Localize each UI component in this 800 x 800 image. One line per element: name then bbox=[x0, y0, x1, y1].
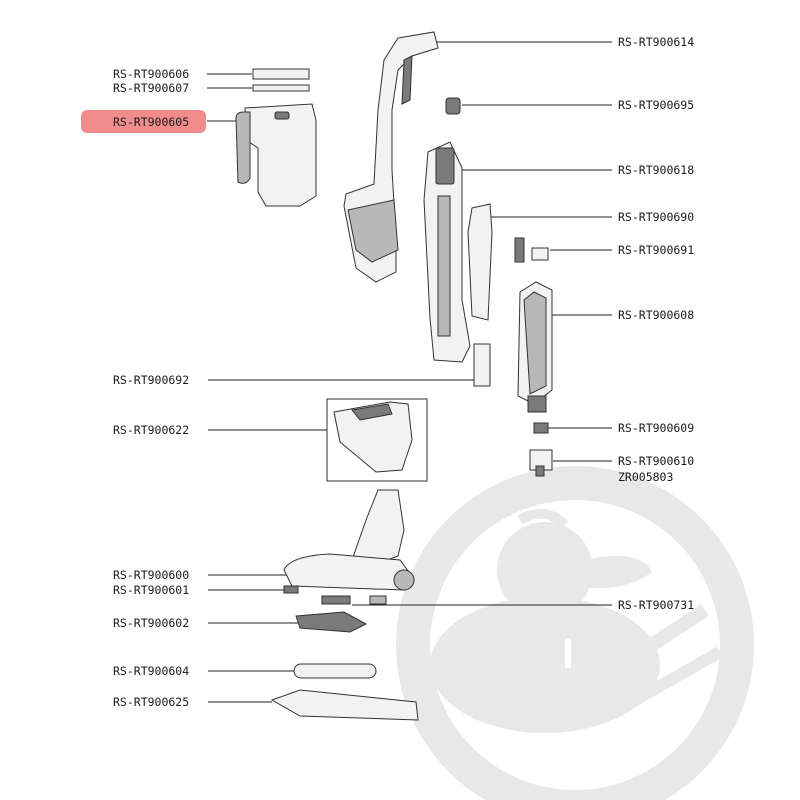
label-rt900602: RS-RT900602 bbox=[113, 616, 190, 630]
part-roller-bar bbox=[294, 664, 376, 678]
label-rt900609: RS-RT900609 bbox=[618, 421, 695, 435]
label-rt900625: RS-RT900625 bbox=[113, 695, 190, 709]
label-rt900605: RS-RT900605 bbox=[113, 115, 190, 129]
part-filter-strips bbox=[253, 69, 309, 91]
label-rt900601: RS-RT900601 bbox=[113, 583, 190, 597]
label-rt900610: RS-RT900610 bbox=[618, 454, 695, 468]
label-rt900622: RS-RT900622 bbox=[113, 423, 190, 437]
label-rt900691: RS-RT900691 bbox=[618, 243, 695, 257]
part-battery-pack bbox=[518, 282, 552, 412]
label-rt900731: RS-RT900731 bbox=[618, 598, 695, 612]
label-rt900618: RS-RT900618 bbox=[618, 163, 695, 177]
part-handle-body bbox=[344, 32, 438, 282]
label-rt900604: RS-RT900604 bbox=[113, 664, 190, 678]
label-rt900692: RS-RT900692 bbox=[113, 373, 190, 387]
label-rt900614: RS-RT900614 bbox=[618, 35, 695, 49]
part-spring bbox=[515, 238, 548, 262]
label-rt900608: RS-RT900608 bbox=[618, 308, 695, 322]
part-floor-head bbox=[284, 490, 414, 604]
part-brush-bar bbox=[296, 612, 366, 632]
part-side-tube bbox=[468, 204, 492, 320]
part-main-tube bbox=[424, 142, 470, 362]
part-dust-container bbox=[236, 104, 316, 206]
part-inset-box bbox=[327, 399, 427, 481]
label-rt900690: RS-RT900690 bbox=[618, 210, 695, 224]
part-flat-plate bbox=[272, 690, 418, 720]
part-connector-tube bbox=[474, 344, 490, 386]
label-zr005803: ZR005803 bbox=[618, 470, 674, 484]
label-rt900607: RS-RT900607 bbox=[113, 81, 190, 95]
duck-logo-icon bbox=[413, 483, 737, 800]
part-button-small bbox=[446, 98, 460, 114]
label-rt900600: RS-RT900600 bbox=[113, 568, 190, 582]
part-connector-small bbox=[530, 423, 552, 476]
label-rt900606: RS-RT900606 bbox=[113, 67, 190, 81]
label-rt900695: RS-RT900695 bbox=[618, 98, 695, 112]
